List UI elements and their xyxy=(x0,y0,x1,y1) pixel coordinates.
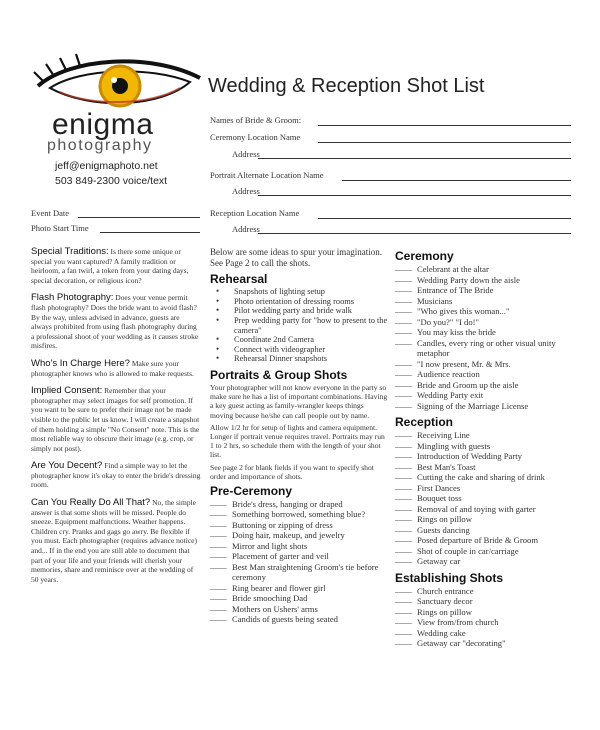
checkbox-blank[interactable]: —— xyxy=(395,503,412,514)
checkbox-blank[interactable]: —— xyxy=(395,514,412,524)
checklist-label: You may kiss the bride xyxy=(417,327,496,337)
checklist-label: Best Man's Toast xyxy=(417,461,476,472)
checkbox-blank[interactable]: —— xyxy=(395,400,412,411)
checklist-item[interactable] xyxy=(395,638,575,649)
checklist-item[interactable] xyxy=(395,514,575,525)
checklist-item[interactable] xyxy=(395,607,575,618)
checkbox-blank[interactable]: —— xyxy=(395,461,412,472)
checkbox-blank[interactable]: —— xyxy=(210,551,227,562)
checkbox-blank[interactable]: —— xyxy=(395,274,412,285)
checklist-label: First Dances xyxy=(417,482,461,493)
checklist-label: Placement of garter and veil xyxy=(232,551,329,562)
checklist-label: Something borrowed, something blue? xyxy=(232,509,366,520)
checklist-item[interactable] xyxy=(395,359,575,370)
checkbox-blank[interactable]: —— xyxy=(395,493,412,503)
field-input-reception[interactable] xyxy=(318,218,571,219)
checkbox-blank[interactable]: —— xyxy=(395,295,412,306)
checklist-item[interactable] xyxy=(395,264,575,275)
brand-name: enigma xyxy=(52,108,154,141)
field-input-address2[interactable] xyxy=(258,195,571,196)
checklist-item[interactable] xyxy=(395,451,575,462)
checkbox-blank[interactable]: —— xyxy=(210,593,227,604)
field-input-ceremony[interactable] xyxy=(318,142,571,143)
checkbox-blank[interactable]: —— xyxy=(210,509,227,520)
section-ceremony: Ceremony xyxy=(395,249,454,263)
checklist-label: Shot of couple in car/carriage xyxy=(417,545,519,556)
field-label-address2: Address xyxy=(232,186,260,196)
checkbox-blank[interactable]: —— xyxy=(210,519,227,530)
section-pre-ceremony: Pre-Ceremony xyxy=(210,483,293,498)
checkbox-blank[interactable]: —— xyxy=(395,606,412,617)
checkbox-blank[interactable]: —— xyxy=(395,358,412,369)
checkbox-blank[interactable]: —— xyxy=(210,540,227,551)
checkbox-blank[interactable]: —— xyxy=(210,530,227,541)
checklist-label: Removal of and toying with garter xyxy=(417,503,536,514)
checkbox-blank[interactable]: —— xyxy=(395,617,412,627)
list-item: • Photo orientation of dressing rooms xyxy=(210,297,388,307)
field-label-portrait: Portrait Alternate Location Name xyxy=(210,170,324,180)
list-item: • Connect with videographer xyxy=(210,345,388,355)
checkbox-blank[interactable]: —— xyxy=(395,451,412,461)
checklist-item[interactable] xyxy=(210,541,388,552)
checklist-item[interactable] xyxy=(395,296,575,307)
checklist-label: Wedding Party exit xyxy=(417,390,484,400)
checklist-item[interactable] xyxy=(395,586,575,597)
checkbox-blank[interactable]: —— xyxy=(395,430,412,440)
checklist-item[interactable] xyxy=(395,338,575,359)
checklist-item[interactable] xyxy=(210,530,388,541)
checkbox-blank[interactable]: —— xyxy=(395,585,412,596)
checklist-item[interactable] xyxy=(395,441,575,452)
checkbox-blank[interactable]: —— xyxy=(395,390,412,400)
field-input-portrait[interactable] xyxy=(342,180,571,181)
checklist-item[interactable] xyxy=(395,617,575,628)
tips-column xyxy=(31,247,201,592)
checkbox-blank[interactable]: —— xyxy=(395,327,412,337)
portraits-note: Your photographer will not know everyone in the party so make sure he has a list of important combinations. Having a key guest acting as family-wrangler keeps things moving because he/she can call people out by name. xyxy=(210,382,388,420)
checklist-label: Bouquet toss xyxy=(417,493,462,503)
contact-phone: 503 849-2300 voice/text xyxy=(55,175,168,187)
checklist-label: Mingling with guests xyxy=(417,440,491,451)
checkbox-blank[interactable]: —— xyxy=(395,264,412,274)
field-input-names[interactable] xyxy=(318,125,571,126)
checkbox-blank[interactable]: —— xyxy=(395,556,412,566)
brand-subtitle: photography xyxy=(47,137,153,154)
portraits-note: See page 2 for blank fields if you want to specify shot order and importance of shots. xyxy=(210,462,374,481)
checklist-label: Bride smooching Dad xyxy=(232,593,308,604)
checklist-label: Rings on pillow xyxy=(417,514,472,524)
field-label-names: Names of Bride & Groom: xyxy=(210,115,302,125)
checklist-item[interactable] xyxy=(210,509,388,520)
checklist-label: Entrance of The Bride xyxy=(417,285,494,295)
checklist-label: Doing hair, makeup, and jewelry xyxy=(232,530,345,541)
checklist-item[interactable] xyxy=(210,562,388,583)
field-label-event-date: Event Date xyxy=(31,208,69,218)
checklist-label: Rings on pillow xyxy=(417,606,472,617)
field-input-photo-start[interactable] xyxy=(100,232,200,233)
checkbox-blank[interactable]: —— xyxy=(210,614,227,625)
checkbox-blank[interactable]: —— xyxy=(210,561,227,572)
checklist-label: Sanctuary decor xyxy=(417,596,473,606)
section-establishing: Establishing Shots xyxy=(395,570,504,585)
checklist-label: "I now present, Mr. & Mrs. xyxy=(417,358,511,369)
checkbox-blank[interactable]: —— xyxy=(395,535,412,545)
checklist-item[interactable] xyxy=(395,546,575,557)
checklist-label: View from/from church xyxy=(417,617,499,627)
tip-are-you-decent: Are You Decent? Find a simple way to let the photographer know it's okay to enter the bride's dressing room. xyxy=(31,460,201,490)
checklist-item[interactable] xyxy=(395,430,575,441)
checklist-item[interactable] xyxy=(395,504,575,515)
checkbox-blank[interactable]: —— xyxy=(395,379,412,390)
field-label-reception: Reception Location Name xyxy=(210,208,300,218)
field-label-address3: Address xyxy=(232,224,260,234)
checkbox-blank[interactable]: —— xyxy=(395,482,412,493)
field-label-ceremony: Ceremony Location Name xyxy=(210,132,301,142)
checklist-item[interactable] xyxy=(395,525,575,536)
checklist-label: Receiving Line xyxy=(417,430,470,440)
checklist-item[interactable] xyxy=(395,472,575,483)
portraits-note: Allow 1/2 hr for setup of lights and camera equipment. Longer if portrait venue requires travel. Portraits may run 1 to 2 hrs, so schedule them with the length of your shot list. xyxy=(210,422,385,460)
checklist-label: Getaway car xyxy=(417,556,461,566)
checklist-item[interactable] xyxy=(395,306,575,317)
checkbox-blank[interactable]: —— xyxy=(395,545,412,556)
checklist-label: Posed departure of Bride & Groom xyxy=(417,535,539,545)
checklist-item[interactable] xyxy=(395,483,575,494)
list-item: • Coordinate 2nd Camera xyxy=(210,335,388,345)
checklist-item[interactable] xyxy=(210,604,388,615)
checkbox-blank[interactable]: —— xyxy=(395,316,412,327)
field-input-address1[interactable] xyxy=(258,158,571,159)
checkbox-blank[interactable]: —— xyxy=(395,369,412,379)
checklist-label: Audience reaction xyxy=(417,369,480,379)
checklist-item[interactable] xyxy=(395,401,575,412)
checkbox-blank[interactable]: —— xyxy=(395,337,412,348)
checklist-label: Candids of guests being seated xyxy=(232,614,338,625)
checklist-label: Signing of the Marriage License xyxy=(417,400,529,411)
section-portraits: Portraits & Group Shots xyxy=(210,367,348,382)
checkbox-blank[interactable]: —— xyxy=(210,603,227,614)
checklist-item[interactable] xyxy=(210,583,388,594)
tip-implied-consent: Implied Consent: Remember that your photographer may select images for self promotion. If you want to be sure to prefer their image not be made visible to the public let us know. I will create a snapshot of them holding a simple "No Consent" note. This is the most reliable way to obscure their image (e.g. crop, or simply not post). xyxy=(31,385,200,453)
checklist-label: Mirror and light shots xyxy=(232,540,308,551)
field-input-event-date[interactable] xyxy=(78,217,200,218)
checklist-label: "Do you?" "I do!" xyxy=(417,316,480,327)
checklist-label: Wedding cake xyxy=(417,627,466,638)
checklist-label: Mothers on Ushers' arms xyxy=(232,603,318,614)
checklist-item[interactable] xyxy=(210,520,388,531)
checklist-item[interactable] xyxy=(395,493,575,504)
checklist-label: "Who gives this woman..." xyxy=(417,306,510,316)
checkbox-blank[interactable]: —— xyxy=(395,472,412,482)
checklist-item[interactable] xyxy=(395,275,575,286)
section-reception: Reception xyxy=(395,415,454,429)
checkbox-blank[interactable]: —— xyxy=(395,627,412,638)
checklist-label: Introduction of Wedding Party xyxy=(417,451,522,461)
checklist-label: Candles, every ring or other visual unity metaphor xyxy=(417,337,556,358)
checklist-label: Best Man straightening Groom's tie before ceremony xyxy=(232,561,379,583)
checkbox-blank[interactable]: —— xyxy=(395,440,412,451)
checklist-item[interactable] xyxy=(395,535,575,546)
checklist-item[interactable] xyxy=(395,628,575,639)
checklist-label: Ring bearer and flower girl xyxy=(232,582,326,593)
checklist-item[interactable] xyxy=(395,285,575,296)
checklist-item[interactable] xyxy=(210,551,388,562)
list-item: • Pilot wedding party and bride walk xyxy=(210,306,388,316)
shots-column xyxy=(395,247,575,653)
checklist-item[interactable] xyxy=(395,317,575,328)
field-label-address1: Address xyxy=(232,149,260,159)
checklist-item[interactable] xyxy=(395,390,575,401)
rehearsal-list xyxy=(210,287,388,364)
checkbox-blank[interactable]: —— xyxy=(210,582,227,593)
checklist-label: Cutting the cake and sharing of drink xyxy=(417,472,545,482)
checkbox-blank[interactable]: —— xyxy=(210,498,227,509)
list-item: • Snapshots of lighting setup xyxy=(210,287,388,297)
checkbox-blank[interactable]: —— xyxy=(395,596,412,606)
checklist-label: Church entrance xyxy=(417,585,474,596)
checklist-item[interactable] xyxy=(395,462,575,473)
ideas-column xyxy=(210,247,388,629)
checklist-item[interactable] xyxy=(395,327,575,338)
checkbox-blank[interactable]: —— xyxy=(395,285,412,295)
tip-special-traditions: Special Traditions: Is there some unique or special you want captured? A family tradition or heirloom, a fan twirl, a token from your dating days, special decoration, or religious icon? xyxy=(31,246,189,285)
page-title: Wedding & Reception Shot List xyxy=(208,75,485,97)
list-item: • Rehearsal Dinner snapshots xyxy=(210,354,388,364)
contact-email[interactable]: jeff@enigmaphoto.net xyxy=(55,160,158,172)
checklist-label: Buttoning or zipping of dress xyxy=(232,519,333,530)
checkbox-blank[interactable]: —— xyxy=(395,638,412,648)
checklist-label: Bride and Groom up the aisle xyxy=(417,379,519,390)
checklist-label: Wedding Party down the aisle xyxy=(417,274,520,285)
ceremony-list xyxy=(395,264,575,411)
field-label-photo-start: Photo Start Time xyxy=(31,223,89,233)
checklist-item[interactable] xyxy=(210,593,388,604)
checklist-label: Musicians xyxy=(417,295,453,306)
checklist-item[interactable] xyxy=(210,614,388,625)
tip-flash-photography: Flash Photography: Does your venue permit flash photography? Does the bride want to avoid flash? By the way, unless advised in advance, guests are always prohibited from using flash photography during a professional shoot of your wedding as it causes stroke misfires. xyxy=(31,292,199,351)
checkbox-blank[interactable]: —— xyxy=(395,306,412,316)
list-item: • Prep wedding party for "how to present to the camera" xyxy=(210,316,388,335)
checklist-item[interactable] xyxy=(210,499,388,510)
checklist-item[interactable] xyxy=(395,380,575,391)
establishing-list xyxy=(395,586,575,649)
intro-text: Below are some ideas to spur your imagination. See Page 2 to call the shots. xyxy=(210,247,382,268)
pre-ceremony-list xyxy=(210,499,388,625)
checklist-item[interactable] xyxy=(395,369,575,380)
checklist-label: Getaway car "decorating" xyxy=(417,638,506,648)
field-input-address3[interactable] xyxy=(258,233,571,234)
tip-in-charge: Who's In Charge Here? Make sure your photographer knows who is allowed to make requests. xyxy=(31,357,194,378)
checkbox-blank[interactable]: —— xyxy=(395,524,412,535)
checklist-label: Celebrant at the altar xyxy=(417,264,489,274)
checklist-label: Guests dancing xyxy=(417,524,470,535)
tip-can-you-do-all: Can You Really Do All That? No, the simple answer is that some shots will be missed. People do sneeze. Equipment malfunctions. Weather happens. Children cry. Pranks and gags go awry. Be flexible if you must. Each photographer (requires advance notice) and... If in the end you are still able to document that part of your life and your friends will cherish your memories, share and reminisce over at the wedding of 50 years. xyxy=(31,497,197,584)
reception-list xyxy=(395,430,575,567)
checklist-label: Bride's dress, hanging or draped xyxy=(232,498,343,509)
checklist-item[interactable] xyxy=(395,596,575,607)
checklist-item[interactable] xyxy=(395,556,575,567)
section-rehearsal: Rehearsal xyxy=(210,272,268,287)
